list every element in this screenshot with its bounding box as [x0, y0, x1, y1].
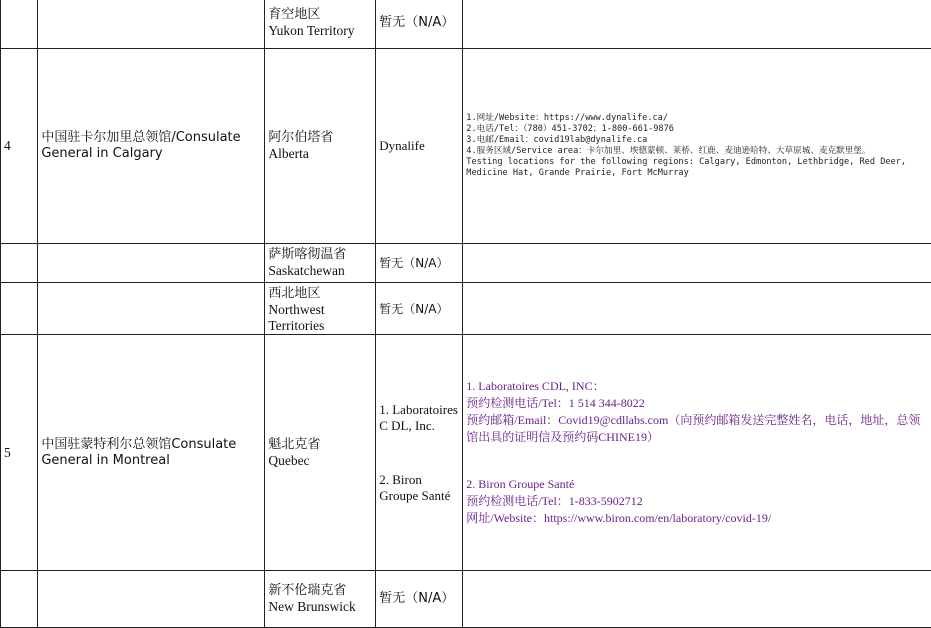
- region-en: Northwest Territories: [268, 302, 372, 334]
- consulate-cell: [38, 0, 265, 49]
- lab-cell: Dynalife: [376, 49, 463, 244]
- lab-name: 1. Laboratoires C DL, Inc.: [379, 402, 459, 434]
- table-row: [1, 283, 931, 335]
- region-cell: [265, 49, 376, 244]
- details-cell: [463, 49, 931, 244]
- row-number: [1, 571, 38, 628]
- region-en: New Brunswick: [268, 599, 372, 615]
- detail-line: 网址/Website：https://www.biron.com/en/laboratory/covid-19/: [466, 510, 931, 527]
- row-number: [1, 244, 38, 283]
- table-row: [1, 49, 931, 244]
- lab-cell: 暂无（N/A）: [376, 571, 463, 628]
- details-cell: [463, 283, 931, 335]
- detail-line: 1.网址/Website：https://www.dynalife.ca/: [466, 113, 931, 124]
- detail-line: 预约检测电话/Tel：1 514 344-8022: [466, 395, 931, 412]
- detail-line: Testing locations for the following regions: Calgary, Edmonton, Lethbridge, Red Deer, Medicine Hat, Grande Prairie, Fort McMurray: [466, 157, 931, 179]
- region-en: Quebec: [268, 453, 372, 469]
- consulate-cell: [38, 244, 265, 283]
- consulate-cell: [38, 571, 265, 628]
- details-cell: [463, 335, 931, 571]
- table-row: [1, 335, 931, 571]
- region-cell: [265, 0, 376, 49]
- region-cell: [265, 571, 376, 628]
- region-cn: 阿尔伯塔省: [268, 130, 372, 146]
- row-number: [1, 283, 38, 335]
- region-cell: [265, 335, 376, 571]
- details-cell: [463, 244, 931, 283]
- table-row: [1, 571, 931, 628]
- region-cell: [265, 244, 376, 283]
- region-cn: 西北地区: [268, 286, 372, 302]
- lab-name: 2. Biron Groupe Santé: [379, 472, 459, 504]
- table-row: [1, 244, 931, 283]
- row-number: [1, 0, 38, 49]
- region-en: Saskatchewan: [268, 263, 372, 279]
- region-en: Alberta: [268, 146, 372, 162]
- lab-cell: 暂无（N/A）: [376, 0, 463, 49]
- consulate-cell: 中国驻卡尔加里总领馆/Consulate General in Calgary: [38, 49, 265, 244]
- table-row: [1, 0, 931, 49]
- detail-line: 2.电话/Tel：（780）451-3702；1-800-661-9876: [466, 124, 931, 135]
- details-cell: [463, 0, 931, 49]
- region-cn: 新不伦瑞克省: [268, 583, 372, 599]
- region-cn: 育空地区: [268, 7, 372, 23]
- detail-line: 1. Laboratoires CDL, INC：: [466, 378, 931, 395]
- region-cn: 魁北克省: [268, 437, 372, 453]
- detail-line: 3.电邮/Email：covid19lab@dynalife.ca: [466, 135, 931, 146]
- details-cell: [463, 571, 931, 628]
- lab-cell: 暂无（N/A）: [376, 283, 463, 335]
- detail-line: 4.服务区域/Service area：卡尔加里、埃德蒙顿、莱桥、红鹿、麦迪逊哈特、大草原城、麦克默里堡。: [466, 146, 931, 157]
- lab-cell: [376, 335, 463, 571]
- detail-line: 预约邮箱/Email：Covid19@cdllabs.com（向预约邮箱发送完整姓名，电话，地址，总领馆出具的证明信及预约码CHINE19）: [466, 412, 931, 446]
- lab-cell: 暂无（N/A）: [376, 244, 463, 283]
- row-number: 5: [1, 335, 38, 571]
- region-cell: [265, 283, 376, 335]
- row-number: 4: [1, 49, 38, 244]
- consulate-cell: [38, 283, 265, 335]
- region-en: Yukon Territory: [268, 23, 372, 39]
- detail-line: 2. Biron Groupe Santé: [466, 476, 931, 493]
- region-cn: 萨斯喀彻温省: [268, 247, 372, 263]
- detail-line: 预约检测电话/Tel：1-833-5902712: [466, 493, 931, 510]
- consulate-cell: 中国驻蒙特利尔总领馆Consulate General in Montreal: [38, 335, 265, 571]
